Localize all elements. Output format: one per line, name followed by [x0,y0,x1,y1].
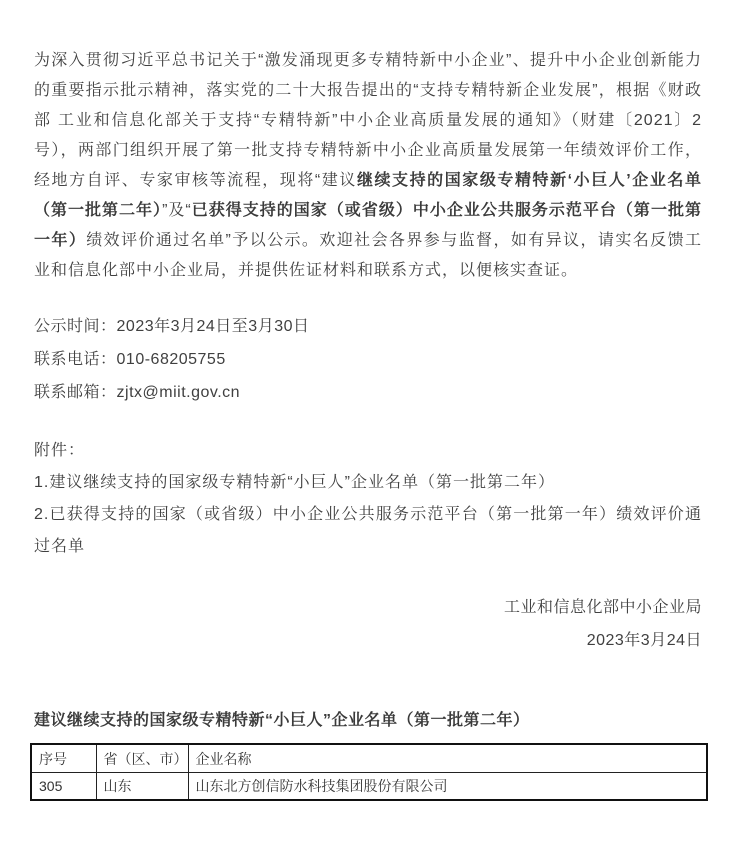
cell-province: 山东 [96,773,188,801]
signature-block [34,591,702,657]
publicity-period-line [34,310,702,343]
enterprise-table [30,743,708,801]
table-header-row [31,744,707,773]
contact-phone-label: 联系电话： [34,351,117,368]
attachments-block [34,435,702,563]
cell-enterprise: 山东北方创信防水科技集团股份有限公司 [188,773,707,801]
contact-email-value: zjtx@miit.gov.cn [116,384,241,401]
contact-phone-value: 010-68205755 [116,351,226,368]
contact-phone-line [34,343,702,376]
table-title: 建议继续支持的国家级专精特新“小巨人”企业名单（第一批第二年） [34,712,530,729]
publicity-period-label: 公示时间： [34,318,117,335]
column-header-province: 省（区、市） [96,744,188,773]
attachment-item: 2.已获得支持的国家（或省级）中小企业公共服务示范平台（第一批第一年）绩效评价通过名单 [34,506,702,555]
intro-segment-bold-list1: 继续支持的国家级专精特新‘小巨人’企业名单（第一批第二年） [34,172,702,219]
signature-date: 2023年3月24日 [586,632,702,649]
intro-segment-regular: 为深入贯彻习近平总书记关于“激发涌现更多专精特新中小企业”、提升中小企业创新能力的重要指示批示精神，落实党的二十大报告提出的“支持专精特新企业发展”，根据《财政部 工业和信息化部关于支持“专精特新”中小企业高质量发展的通知》（财建〔2021〕2号），两部门组织开展了第一批支持专精特新中小企业高质量发展第一年绩效评价工作，经地方自评、专家审核等流程，现将“建议 [34,52,702,189]
column-header-serial: 序号 [31,744,96,773]
intro-paragraph [34,46,702,286]
signature-org: 工业和信息化部中小企业局 [503,599,702,616]
table-row [31,773,707,801]
contact-email-line [34,376,702,409]
contact-email-label: 联系邮箱： [34,384,117,401]
attachment-item: 1.建议继续支持的国家级专精特新“小巨人”企业名单（第一批第二年） [34,474,556,491]
intro-segment-closing: 绩效评价通过名单”予以公示。欢迎社会各界参与监督，如有异议，请实名反馈工业和信息化部中小企业局，并提供佐证材料和联系方式，以便核实查证。 [34,232,702,279]
attachments-heading: 附件： [34,442,86,459]
contact-block [34,310,702,409]
column-header-enterprise: 企业名称 [188,744,707,773]
intro-segment-connector: ”及“ [162,202,192,219]
intro-segment-bold-list2: 已获得支持的国家（或省级）中小企业公共服务示范平台（第一批第一年） [34,202,702,249]
cell-serial: 305 [31,773,96,801]
publicity-period-value: 2023年3月24日至3月30日 [116,318,310,335]
